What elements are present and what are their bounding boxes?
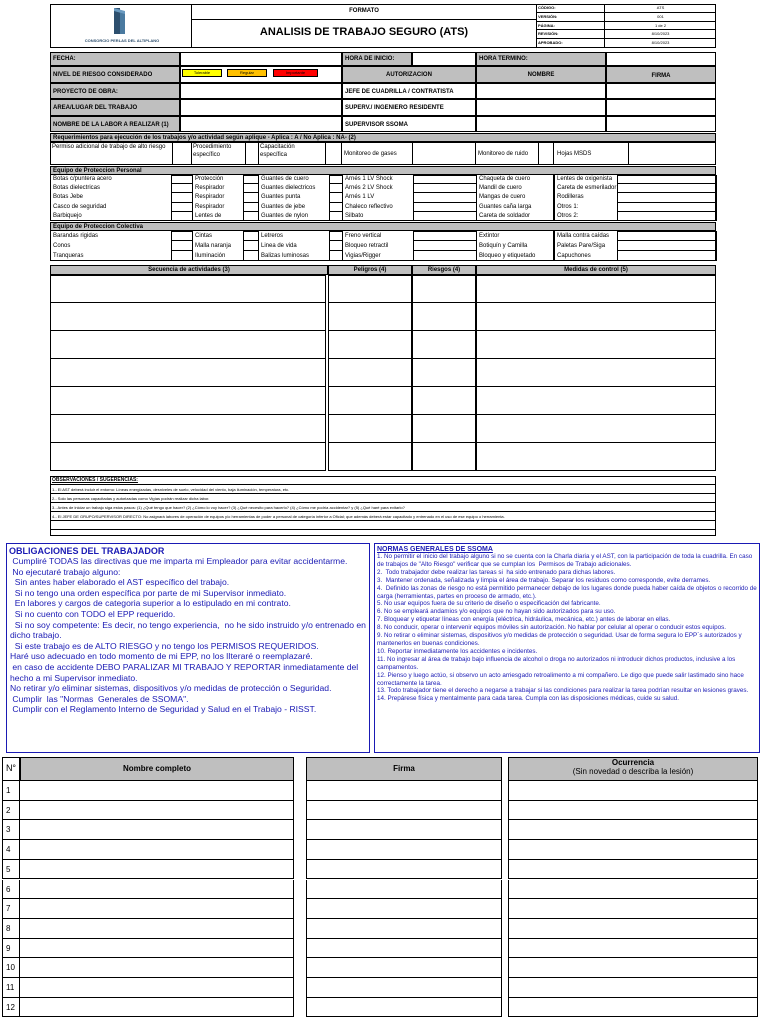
activity-cell[interactable] [412, 275, 476, 303]
norma-item: 3. Mantener ordenada, señalizada y limpia el área de trabajo. Separar los residuos como corresponde, evite derrames. [377, 576, 711, 584]
sig-row-number: 3 [2, 820, 20, 840]
activity-cell[interactable] [50, 331, 326, 359]
norma-item: 1. No permitir el inicio del trabajo alguno si no se cuenta con la Charla diaria y el AST, con la participación de toda la cuadrilla. En caso de trabajos de "Alto Riesgo" verificar que se cumplan los Permisos de Trabajo adicionales. [377, 553, 754, 568]
observation-blank[interactable] [50, 529, 716, 538]
epp-item: Botas dielectricas [53, 185, 101, 192]
sig-firma-cell[interactable] [306, 919, 502, 939]
sig-n-header: N° [2, 757, 20, 781]
normas-list [375, 553, 759, 703]
sig-row-number: 1 [2, 781, 20, 801]
sig-row-number: 11 [2, 978, 20, 998]
supervisor-nombre-field[interactable] [476, 99, 606, 116]
epc-item: Letreros [261, 233, 284, 239]
activity-cell[interactable] [328, 415, 412, 443]
secuencia-header: Secuencia de actividades (3) [50, 265, 328, 275]
epc-item: Freno vertical [345, 233, 382, 239]
norma-item: 8. No conducir, operar o intervenir equipos móviles sin autorización. No hablar por celular al operar o conducir estos equipos. [377, 624, 726, 632]
logo [52, 5, 192, 47]
activity-cell[interactable] [50, 387, 326, 415]
epc-item: Bloqueo retractil [345, 243, 389, 249]
sig-row-number: 6 [2, 880, 20, 900]
firma-header: FIRMA [606, 66, 716, 83]
nombre-header: NOMBRE [476, 66, 606, 83]
medidas-header: Medidas de control (5) [476, 265, 716, 275]
epp-check[interactable] [171, 184, 193, 193]
norma-item: 11. No ingresar al área de trabajo bajo influencia de alcohol o droga no autorizados ni introducir dichos productos, inclusive a los campamentos. [377, 655, 738, 671]
labor-field[interactable] [180, 116, 342, 132]
activity-cell[interactable] [328, 303, 412, 331]
epp-item: Lentes de oxigenista [557, 176, 613, 182]
observation-note: 4.- El JEFE DE GRUPO/SUPERVISOR DIRECTO: No asignará labores de operación de equipos y/o herramientas de poder a personal de categoría inferior a Oficial; que además deberá estar capacitado y entrenado en el uso de ese equipo o herramienta. [50, 511, 716, 520]
epp-grid [50, 175, 716, 221]
epp-check[interactable] [617, 212, 717, 221]
req-permiso-check[interactable] [172, 143, 192, 164]
activity-cell[interactable] [412, 443, 476, 471]
epp-item: Guantes de cuero [261, 176, 309, 182]
epc-check[interactable] [329, 251, 343, 261]
observations-header: OBSERVACIONES / SUGERENCIAS: [52, 477, 138, 483]
activity-cell[interactable] [328, 275, 412, 303]
supervisor-label: SUPERV./ INGENIERO RESIDENTE [342, 99, 476, 116]
norma-item: 7. Bloquear y etiquetar líneas con energía (eléctrica, hidráulica, mecánica, etc.) antes de laborar en ellas. [377, 616, 671, 624]
norma-item: 4. Definido las zonas de riesgo no está permitido permanecer debajo de los lugares donde pueda haber caída de objetos o recorrido de carga (herramientas, partes en proceso de armado, etc.). [377, 584, 759, 600]
risk-regular[interactable]: Regular [227, 69, 267, 77]
obligacion-item: en caso de accidente DEBO PARALIZAR MI TRABAJO Y REPORTAR inmediatamente del hecho a mi Supervisor inmediato. [10, 661, 361, 683]
epp-item: Guantes caña larga [479, 203, 532, 210]
epp-check[interactable] [243, 193, 259, 202]
sig-nombre-cell[interactable] [20, 998, 294, 1018]
sig-ocurrencia-header [508, 757, 758, 781]
fecha-label: FECHA: [50, 52, 180, 66]
sig-ocurrencia-cell[interactable] [508, 958, 758, 978]
epp-item: Botas Jebe [53, 194, 84, 201]
sig-row-number: 9 [2, 939, 20, 959]
obligacion-item: No retirar y/o eliminar sistemas, dispositivos y/o medidas de protección o Seguridad. [10, 683, 332, 694]
req-ruido-check[interactable] [538, 143, 554, 164]
epp-check[interactable] [413, 175, 477, 184]
format-label: FORMATO [349, 8, 379, 14]
epp-item: Mandil de cuero [479, 185, 522, 192]
requirements-header: Requerimientos para ejecución de los trabajos y/o actividad según aplique - Aplica : A / No Aplica : NA- (2) [50, 133, 716, 142]
meta-label: APROBADO: [536, 39, 604, 48]
ocurrencia-title: Ocurrencia [611, 758, 655, 767]
epc-check[interactable] [617, 241, 717, 251]
epc-check[interactable] [171, 241, 193, 251]
epc-item: Conos [53, 243, 71, 249]
ssoma-nombre-field[interactable] [476, 116, 606, 132]
riesgos-header: Riesgos (4) [412, 265, 476, 275]
norma-item: 9. No retirar o eliminar sistemas, dispositivos y/o medidas de protección o seguridad. Usar de forma segura lo EPP´s autorizados y mantenerlos en buenas condiciones. [377, 632, 744, 647]
epp-item: Otros 1: [557, 203, 579, 210]
epp-item: Guantes punta [261, 194, 301, 201]
hora-termino-label: HORA TERMINO: [476, 52, 606, 66]
obligacion-item: Si este trabajo es de ALTO RIESGO y no tengo los PERMISOS REQUERIDOS. [10, 640, 319, 651]
sig-row-number: 12 [2, 998, 20, 1018]
sig-firma-cell[interactable] [306, 998, 502, 1018]
sig-nombre-header: Nombre completo [20, 757, 294, 781]
epc-check[interactable] [413, 231, 477, 241]
epc-item: Barandas rigidas [53, 233, 99, 239]
req-gases: Monitoreo de gases [344, 151, 397, 157]
obligacion-item: Cumpliré TODAS las directivas que me imparta mi Empleador para evitar accidentarme. [10, 556, 348, 566]
obligaciones-box [6, 543, 370, 753]
epp-item: Respirador [195, 194, 225, 201]
epp-check[interactable] [553, 193, 555, 202]
epp-item: Silbato [345, 212, 364, 219]
risk-tolerable[interactable]: Tolerable [182, 69, 222, 77]
req-msds-check[interactable] [628, 143, 629, 164]
epc-check[interactable] [553, 241, 555, 251]
norma-item: 12. Pienso y luego actúo, si observo un acto arriesgado retroalimento a mi compañero. Le digo que puede salir lastimado sino hace correctamente la tarea. [377, 671, 746, 687]
area-label: AREA/LUGAR DEL TRABAJO [50, 99, 180, 116]
activity-cell[interactable] [50, 415, 326, 443]
epp-check[interactable] [243, 212, 259, 221]
norma-item: 13. Todo trabajador tiene el derecho a negarse a trabajar si las condiciones para realizar la tarea podrían resultar en lesiones graves. [377, 687, 749, 695]
epp-check[interactable] [617, 175, 717, 184]
meta-value: 1 de 2 [604, 22, 716, 31]
sig-row-number: 2 [2, 801, 20, 821]
sig-ocurrencia-cell[interactable] [508, 820, 758, 840]
proyecto-field[interactable] [180, 83, 342, 99]
risk-importante[interactable]: Importante [273, 69, 318, 77]
observation-note: 3.- Antes de iniciar un trabajo siga estos pasos: (1) ¿Qué tengo que hacer? (2) ¿Cómo lo voy hacer? (3) ¿Qué necesito para hacerlo? (4) ¿Cómo me podría accidentar? y (5) ¿Qué haré para evitarlo? [50, 502, 716, 511]
sig-row-number: 5 [2, 860, 20, 880]
epc-check[interactable] [171, 231, 193, 241]
meta-label: PÁGINA: [536, 22, 604, 31]
req-capacitacion: Capacitación específica [260, 144, 295, 158]
activity-cell[interactable] [412, 303, 476, 331]
epp-check[interactable] [413, 203, 477, 212]
epc-item: Tranqueras [53, 253, 84, 259]
epp-check[interactable] [329, 212, 343, 221]
sig-firma-cell[interactable] [306, 978, 502, 998]
epp-item: Guantes de nylon [261, 212, 309, 219]
epp-item: Careta de soldador [479, 212, 531, 219]
epc-check[interactable] [617, 251, 717, 261]
observation-note: 2.- Solo las personas capacitadas y autorizadas como Vigías podrán realizar dicha labor. [50, 493, 716, 502]
meta-label: VERSIÓN: [536, 13, 604, 22]
epp-check[interactable] [329, 203, 343, 212]
sig-firma-cell[interactable] [306, 880, 502, 900]
epc-item: Iluminación [195, 253, 226, 259]
epc-check[interactable] [171, 251, 193, 261]
meta-value: 8/10/2023 [604, 30, 716, 39]
meta-value: 001 [604, 13, 716, 22]
observation-blank[interactable] [50, 520, 716, 529]
jefe-firma-field[interactable] [606, 83, 716, 99]
epp-check[interactable] [243, 175, 259, 184]
epp-check[interactable] [617, 193, 717, 202]
epc-item: Botiquín y Camilla [479, 243, 528, 249]
activity-cell[interactable] [476, 415, 716, 443]
epp-item: Arnés 1 LV [345, 194, 375, 201]
obligacion-item: En labores y cargos de categoria superior a lo estipulado en mi contrato. [10, 598, 291, 609]
sig-nombre-cell[interactable] [20, 781, 294, 801]
req-capacitacion-check[interactable] [325, 143, 342, 164]
sig-firma-cell[interactable] [306, 939, 502, 959]
epp-item: Respirador [195, 203, 225, 210]
sig-ocurrencia-cell[interactable] [508, 840, 758, 860]
hora-inicio-label: HORA DE INICIO: [342, 52, 412, 66]
sig-nombre-cell[interactable] [20, 919, 294, 939]
activity-cell[interactable] [476, 331, 716, 359]
norma-item: 2. Todo trabajador debe realizar las tareas si ha sido entrenado para dichas labores. [377, 568, 616, 576]
activity-cell[interactable] [476, 275, 716, 303]
req-procedimiento: Procedimiento específico [193, 144, 232, 158]
epp-check[interactable] [243, 203, 259, 212]
epp-check[interactable] [171, 203, 193, 212]
epc-header: Equipo de Proteccion Colectiva [50, 222, 716, 231]
epp-check[interactable] [329, 193, 343, 202]
obligacion-item: Cumplir con el Reglamento Interno de Seguridad y Salud en el Trabajo - RISST. [10, 704, 317, 715]
epc-check[interactable] [243, 251, 259, 261]
norma-item: 14. Prepárese física y mentalmente para cada tarea. Cumpla con las disposiciones médicas, cuide su salud. [377, 695, 680, 703]
activity-cell[interactable] [50, 303, 326, 331]
epp-item: Barbiquejo [53, 212, 82, 219]
proyecto-label: PROYECTO DE OBRA: [50, 83, 180, 99]
activity-cell[interactable] [328, 443, 412, 471]
activity-cell[interactable] [412, 331, 476, 359]
req-procedimiento-check[interactable] [245, 143, 259, 164]
epp-check[interactable] [553, 175, 555, 184]
epp-item: Respirador [195, 185, 225, 192]
epp-item: Mangas de cuero [479, 194, 526, 201]
activity-cell[interactable] [476, 443, 716, 471]
sig-ocurrencia-cell[interactable] [508, 860, 758, 880]
peligros-header: Peligros (4) [328, 265, 412, 275]
epc-item: Bloqueo y etiquetado [479, 253, 536, 259]
epp-check[interactable] [413, 212, 477, 221]
epp-item: Careta de esmerilador [557, 185, 617, 192]
sig-nombre-cell[interactable] [20, 978, 294, 998]
sig-ocurrencia-cell[interactable] [508, 781, 758, 801]
norma-item: 10. Reportar inmediatamente los accidentes e incidentes. [377, 647, 538, 655]
sig-nombre-cell[interactable] [20, 801, 294, 821]
activity-cell[interactable] [476, 359, 716, 387]
supervisor-firma-field[interactable] [606, 99, 716, 116]
meta-value: ATS [604, 4, 716, 13]
sig-ocurrencia-cell[interactable] [508, 939, 758, 959]
epc-item: Malla naranja [195, 243, 232, 249]
epc-check[interactable] [553, 251, 555, 261]
epp-check[interactable] [553, 203, 555, 212]
epc-item: Paletas Pare/Siga [557, 243, 606, 249]
sig-row-number: 7 [2, 899, 20, 919]
epc-check[interactable] [329, 231, 343, 241]
obligaciones-title: OBLIGACIONES DEL TRABAJADOR [9, 546, 165, 556]
sig-row-number: 8 [2, 919, 20, 939]
activity-cell[interactable] [412, 359, 476, 387]
hora-termino-field[interactable] [606, 52, 716, 66]
activity-cell[interactable] [328, 359, 412, 387]
epc-check[interactable] [243, 231, 259, 241]
fecha-field[interactable] [180, 52, 342, 66]
sig-row-number: 10 [2, 958, 20, 978]
normas-box [374, 543, 760, 753]
epp-item: Rodilleras [557, 194, 584, 201]
sig-firma-cell[interactable] [306, 840, 502, 860]
norma-item: 6. No se empleará andamios y/o equipos que no hayan sido autorizados para su uso. [377, 608, 616, 616]
autorizacion-header: AUTORIZACION [342, 66, 476, 83]
jefe-label: JEFE DE CUADRILLA / CONTRATISTA [342, 83, 476, 99]
hora-inicio-field[interactable] [412, 52, 476, 66]
epp-check[interactable] [329, 184, 343, 193]
epc-item: Linea de vida [261, 243, 297, 249]
sig-nombre-cell[interactable] [20, 820, 294, 840]
epc-check[interactable] [329, 241, 343, 251]
obligacion-item: Haré uso adecuado en todo momento de mi EPP, no los lIteraré o reemplazaré. [10, 651, 313, 662]
req-ruido: Monitoreo de ruido [478, 151, 529, 157]
epp-check[interactable] [171, 193, 193, 202]
sig-ocurrencia-cell[interactable] [508, 801, 758, 821]
epp-item: Botas c/puntera acero [53, 176, 112, 182]
sig-nombre-cell[interactable] [20, 939, 294, 959]
epp-check[interactable] [553, 184, 555, 193]
epc-item: Extintor [479, 233, 500, 239]
activity-cell[interactable] [412, 387, 476, 415]
epc-check[interactable] [243, 241, 259, 251]
epc-item: Vigias/Rigger [345, 253, 381, 259]
epc-check[interactable] [413, 241, 477, 251]
sig-nombre-cell[interactable] [20, 860, 294, 880]
obligacion-item: Sin antes haber elaborado el AST específico del trabajo. [10, 577, 230, 588]
area-field[interactable] [180, 99, 342, 116]
obligacion-item: Si no tengo una orden específica por parte de mi Supervisor inmediato. [10, 587, 287, 598]
norma-item: 5. No usar equipos fuera de su criterio de diseño o especificación del fabricante. [377, 600, 601, 608]
epc-item: Malla contra caídas [557, 233, 610, 239]
sig-firma-cell[interactable] [306, 860, 502, 880]
sig-firma-header: Firma [306, 757, 502, 781]
activity-cell[interactable] [328, 387, 412, 415]
epp-check[interactable] [329, 175, 343, 184]
observation-note: 1.- El AST deberá incluir el entorno: Líneas energizadas, desniveles de suelo, velocidad del viento, baja iluminación, temperatura, etc. [50, 484, 716, 493]
epp-check[interactable] [617, 203, 717, 212]
activity-cell[interactable] [50, 443, 326, 471]
obligacion-item: Cumplir las "Normas Generales de SSOMA". [10, 693, 189, 704]
normas-title: NORMAS GENERALES DE SSOMA [377, 546, 493, 553]
sig-firma-cell[interactable] [306, 958, 502, 978]
activity-cell[interactable] [412, 415, 476, 443]
epc-item: Capuchones [557, 253, 591, 259]
ssoma-label: SUPERVISOR SSOMA [342, 116, 476, 132]
meta-label: REVISIÓN: [536, 30, 604, 39]
req-permiso: Permiso adicional de trabajo de alto riesgo [52, 144, 166, 150]
sig-firma-cell[interactable] [306, 781, 502, 801]
epp-check[interactable] [171, 212, 193, 221]
activity-cell[interactable] [476, 387, 716, 415]
activity-cell[interactable] [50, 275, 326, 303]
sig-nombre-cell[interactable] [20, 958, 294, 978]
epp-item: Arnés 1 LV Shock [345, 176, 393, 182]
obligaciones-list [7, 556, 369, 715]
epp-item: Lentes de [195, 212, 222, 219]
ssoma-firma-field[interactable] [606, 116, 716, 132]
epp-check[interactable] [171, 175, 193, 184]
sig-firma-cell[interactable] [306, 801, 502, 821]
req-gases-check[interactable] [412, 143, 476, 164]
epp-item: Casco de seguridad [53, 203, 107, 210]
activity-cell[interactable] [476, 303, 716, 331]
epp-check[interactable] [413, 193, 477, 202]
company-name: CONSORCIO PERLAS DEL ALTIPLANO [84, 38, 160, 43]
meta-value: 8/10/2023 [604, 39, 716, 48]
sig-ocurrencia-cell[interactable] [508, 998, 758, 1018]
epp-check[interactable] [413, 184, 477, 193]
sig-ocurrencia-cell[interactable] [508, 899, 758, 919]
req-msds: Hojas MSDS [557, 151, 592, 157]
sig-row-number: 4 [2, 840, 20, 860]
sig-ocurrencia-cell[interactable] [508, 978, 758, 998]
activity-cell[interactable] [328, 331, 412, 359]
epp-check[interactable] [243, 184, 259, 193]
meta-table [536, 4, 716, 48]
epp-check[interactable] [617, 184, 717, 193]
sig-firma-cell[interactable] [306, 899, 502, 919]
epp-item: Chaqueta de cuero [479, 176, 531, 182]
sig-ocurrencia-cell[interactable] [508, 919, 758, 939]
epc-grid [50, 231, 716, 261]
epp-item: Guantes dielectricos [261, 185, 316, 192]
activities-grid [50, 275, 716, 473]
sig-nombre-cell[interactable] [20, 899, 294, 919]
obligacion-item: Si no cuento con TODO el EPP requerido. [10, 608, 176, 619]
sig-nombre-cell[interactable] [20, 880, 294, 900]
nivel-riesgo-label: NIVEL DE RIESGO CONSIDERADO [50, 66, 180, 83]
sig-nombre-cell[interactable] [20, 840, 294, 860]
epp-item: Guantes de jebe [261, 203, 306, 210]
meta-label: CÓDIGO: [536, 4, 604, 13]
page-title: ANALISIS DE TRABAJO SEGURO (ATS) [259, 26, 469, 38]
epc-check[interactable] [553, 231, 555, 241]
epc-item: Cintas [195, 233, 213, 239]
epp-item: Protección [195, 176, 224, 182]
ocurrencia-subtitle: (Sin novedad o describa la lesión) [572, 767, 694, 776]
epp-check[interactable] [553, 212, 555, 221]
epp-header: Equipo de Proteccion Personal [50, 166, 716, 175]
epp-item: Otros 2: [557, 212, 579, 219]
sig-firma-cell[interactable] [306, 820, 502, 840]
sig-ocurrencia-cell[interactable] [508, 880, 758, 900]
jefe-nombre-field[interactable] [476, 83, 606, 99]
epc-check[interactable] [413, 251, 477, 261]
obligacion-item: No ejecutaré trabajo alguno: [10, 566, 121, 577]
labor-label: NOMBRE DE LA LABOR A REALIZAR (1) [50, 116, 180, 132]
obligacion-item: Si no soy competente: Es decir, no tengo experiencia, no he sido instruido y/o entrenado en dicho trabajo. [10, 619, 369, 641]
epp-item: Chaleco reflectivo [345, 203, 393, 210]
epc-item: Balizas luminosas [261, 253, 310, 259]
activity-cell[interactable] [50, 359, 326, 387]
epc-check[interactable] [617, 231, 717, 241]
epp-item: Arnés 2 LV Shock [345, 185, 393, 192]
